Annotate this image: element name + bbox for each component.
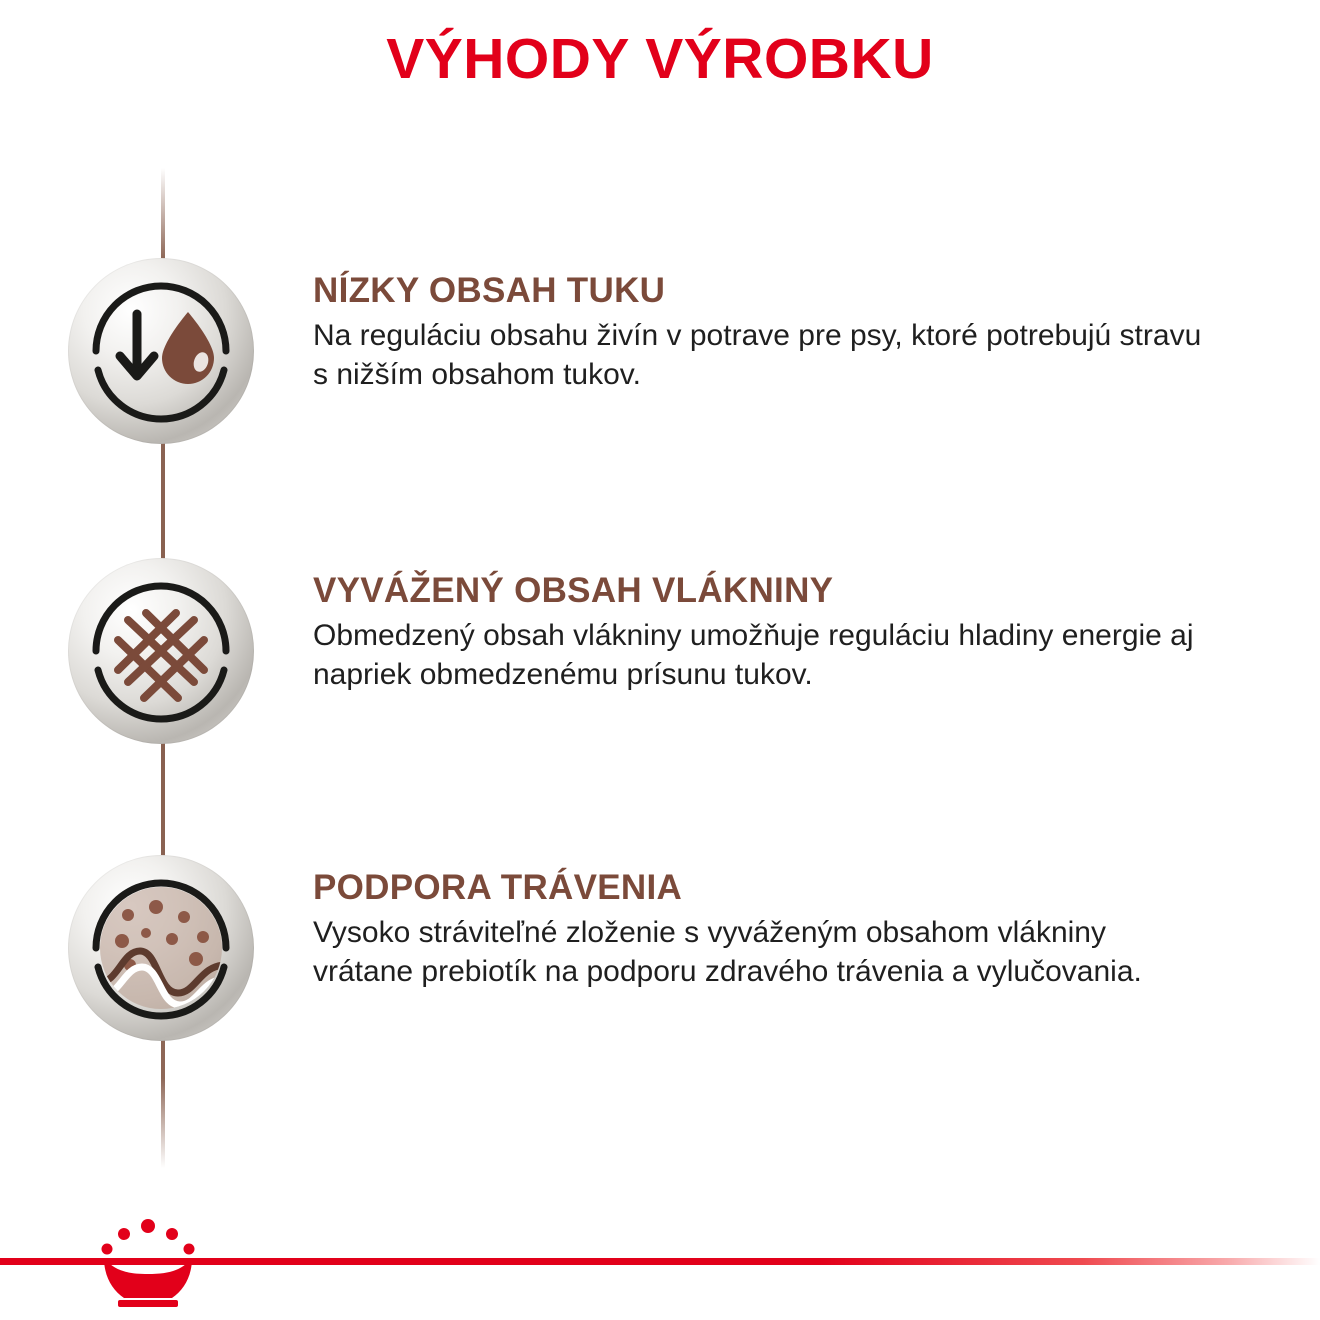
benefit-description: Na reguláciu obsahu živín v potrave pre psy, ktoré potrebujú stravu s nižším obsahom tukov.: [313, 318, 1202, 392]
benefit-icon-wrapper: [68, 558, 254, 744]
benefit-description: Obmedzený obsah vlákniny umožňuje reguláciu hladiny energie aj napriek obmedzenému prísunu tukov.: [313, 618, 1194, 692]
benefit-icon-wrapper: [68, 855, 254, 1041]
fiber-mesh-icon: [68, 558, 254, 744]
page-title: VÝHODY VÝROBKU: [386, 27, 934, 91]
footer: [0, 1210, 1320, 1320]
benefit-title: NÍZKY OBSAH TUKU: [313, 271, 666, 310]
benefit-text-block: [313, 572, 1213, 695]
benefit-title: PODPORA TRÁVENIA: [313, 868, 683, 907]
benefit-title: VYVÁŽENÝ OBSAH VLÁKNINY: [313, 571, 834, 610]
fat-drop-down-arrow-icon: [68, 258, 254, 444]
benefit-icon-wrapper: [68, 258, 254, 444]
benefit-text-block: [313, 272, 1213, 395]
benefit-text-block: [313, 869, 1213, 992]
royal-canin-crown-logo: [96, 1218, 200, 1310]
digestive-support-icon: [68, 855, 254, 1041]
benefit-description: Vysoko stráviteľné zloženie s vyváženým obsahom vlákniny vrátane prebiotík na podporu zdravého trávenia a vylučovania.: [313, 915, 1142, 989]
